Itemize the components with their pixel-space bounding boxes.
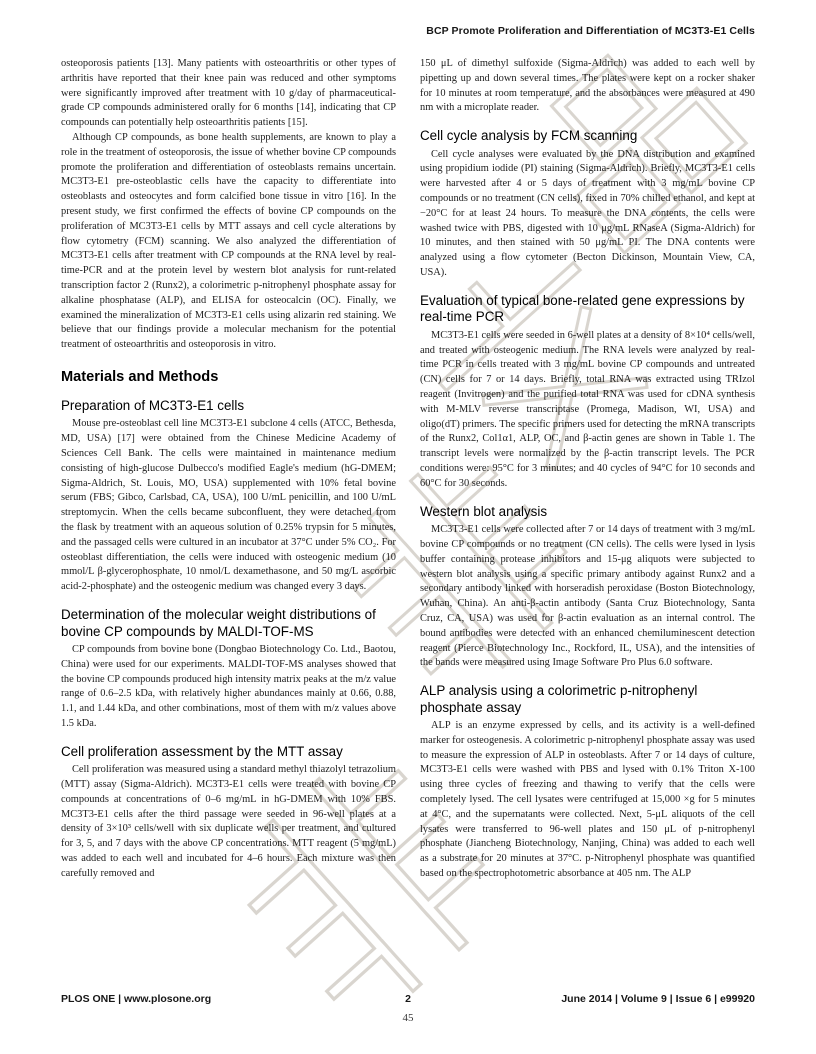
paragraph: Although CP compounds, as bone health supplements, are known to play a role in the treatment of osteoporosis, the issue of whether bovine CP compounds promote the proliferation and differentiation of osteoblasts remains uncertain. MC3T3-E1 pre-osteoblastic cells have the capacity to differentiate into osteoblasts and osteocytes and form calcified bone tissue in vitro [16]. In the present study, we first confirmed the effects of bovine CP compounds on the proliferation of MC3T3-E1 cells by MTT assays and cell cycle alterations by flow cytometry (FCM) scanning. We also analyzed the differentiation of MC3T3-E1 cells after treatment with CP compounds at the RNA level by real-time-PCR and at the protein level by western blot analysis for runt-related transcription factor 2 (Runx2), a colorimetric p-nitrophenyl phosphate assay for alkaline phosphatase (ALP), and ELISA for osteocalcin (OC). Finally, we examined the mineralization of MC3T3-E1 cells using alizarin red staining. We believe that our findings provide a molecular mechanism for the potential treatment of osteoarthritis and osteoporosis in vitro. xyxy=(61,131,396,351)
paragraph: MC3T3-E1 cells were seeded in 6-well plates at a density of 8×10⁴ cells/well, and treated with osteogenic medium. The RNA levels were analyzed by real-time PCR in cells treated with 3 mg/mL bovine CP compounds and untreated (CN) cells for 7 or 14 days. Briefly, total RNA was extracted using TRIzol reagent (Invitrogen) and the purified total RNA was used for cDNA synthesis with M-MLV reverse transcriptase (Promega, Madison, WI, USA) and oligo(dT) primers. The specific primers used for detecting the mRNA transcripts of the Runx2, Col1α1, ALP, OC, and β-actin genes are shown in Table 1. The transcript levels were normalized by the β-actin transcript levels. The PCR conditions were: 95°C for 3 minutes; and 40 cycles of 94°C for 10 seconds and 60°C for 30 seconds. xyxy=(420,329,755,489)
footer-page-number: 2 xyxy=(405,993,411,1005)
subsection-heading-cell-cycle: Cell cycle analysis by FCM scanning xyxy=(420,128,638,144)
subsection-heading-maldi: Determination of the molecular weight distributions of bovine CP compounds by MALDI-TOF-MS xyxy=(61,607,376,639)
footer-issue-info: June 2014 | Volume 9 | Issue 6 | e99920 xyxy=(561,993,755,1005)
paragraph: Cell proliferation was measured using a standard methyl thiazolyl tetrazolium (MTT) assay (Sigma-Aldrich). MC3T3-E1 cells were treated with bovine CP compounds at concentrations of 0–6 mg/mL in hG-DMEM with 10% FBS. MC3T3-E1 cells after the third passage were seeded in 96-well plates at a density of 3×10³ cells/well with six duplicate wells per treatment, and cultured for 3, 5, and 7 days with the above CP concentrations. MTT reagent (5 mg/mL) was added to each well and incubated for 4–6 hours. Each mixture was then carefully removed and xyxy=(61,764,396,879)
section-heading-materials-methods: Materials and Methods xyxy=(61,368,219,385)
subsection-heading-western-blot: Western blot analysis xyxy=(420,503,548,519)
subsection-heading-gene-expression: Evaluation of typical bone-related gene expressions by real-time PCR xyxy=(420,292,745,325)
paragraph: ALP is an enzyme expressed by cells, and its activity is a well-defined marker for osteogenesis. A colorimetric p-nitrophenyl phosphate assay was used to measure the expression of ALP in osteoblasts. After 7 or 14 days of culture, MC3T3-E1 cells were washed with PBS and lysed with 0.1% Triton X-100 using three cycles of freezing and thawing to verify that the cells were completely lysed. The cell lysates were centrifuged at 15,000 ×g for 5 minutes at 4°C, and the supernatants were collected. Next, 5-μL aliquots of the cell lysates were transferred to 96-well plates and 150 μL of p-nitrophenyl phosphate (Jiancheng Biotechnology, Nanjing, China) was added to each well as a substrate for 20 minutes at 37°C. p-Nitrophenyl phosphate was quantified based on the spectrophotometric absorbance at 405 nm. The ALP xyxy=(420,720,755,880)
paragraph-continued: 150 μL of dimethyl sulfoxide (Sigma-Aldrich) was added to each well by pipetting up and down several times. The plates were kept on a rocker shaker for 10 minutes at room temperature, and the absorbances were measured at 490 nm with a microplate reader. xyxy=(420,58,755,114)
paragraph: Mouse pre-osteoblast cell line MC3T3-E1 subclone 4 cells (ATCC, Bethesda, MD, USA) [17] were obtained from the Chinese Medicine Academy of Sciences Cell Bank. The cells were maintained in maintenance medium consisting of high-glucose Dulbecco's modified Eagle's medium (hG-DMEM; Sigma-Aldrich, St. Louis, MO, USA) supplemented with 10% fetal bovine serum (FBS; Gibco, Carlsbad, CA, USA), 100 U/mL penicillin, and 100 U/mL streptomycin. When the cells became subconfluent, they were detached from the flask by treatment with an aqueous solution of 0.25% trypsin for 5 minutes, and the passaged cells were cultured in an incubator at 37°C under 5% CO₂. For osteoblast differentiation, the cells were induced with osteogenic medium (10 mmol/L β-glycerophosphate, 10 nmol/L dexamethasone, and 50 mg/L ascorbic acid-2-phosphate) and the osteogenic medium was changed every 3 days. xyxy=(61,418,396,593)
footer-journal: PLOS ONE | www.plosone.org xyxy=(61,993,212,1005)
two-column-body xyxy=(61,57,755,990)
paragraph: CP compounds from bovine bone (Dongbao Biotechnology Co. Ltd., Baotou, China) were used for our experiments. MALDI-TOF-MS analyses showed that the bovine CP compounds produced high intensity matrix peaks at the m/z value range of 0.6–2.5 kDa, with relatively higher abundances mainly at 0.66, 0.88, 1.1, and 1.44 kDa, and other combinations, most of them with m/z values above 1.5 kDa. xyxy=(61,644,396,729)
running-head-title: BCP Promote Proliferation and Differentiation of MC3T3-E1 Cells xyxy=(426,25,755,37)
page-footer xyxy=(61,993,755,1005)
left-column xyxy=(61,57,396,990)
subsection-heading-preparation: Preparation of MC3T3-E1 cells xyxy=(61,397,245,413)
paragraph-continued: osteoporosis patients [13]. Many patients with osteoarthritis or other types of arthritis have reported that their knee pain was reduced and other symptoms were significantly improved after treatment with 10 g/day of pharmaceutical-grade CP compounds administered orally for 6 months [14], indicating that CP compounds can potentially help osteoarthritis patients [15]. xyxy=(61,58,396,129)
paragraph: MC3T3-E1 cells were collected after 7 or 14 days of treatment with 3 mg/mL bovine CP compounds or no treatment (CN cells). The cells were lysed in lysis buffer containing protease inhibitors and 15-μg aliquots were subjected to western blot analysis using a specific primary antibody against Runx2 and a secondary antibody linked with horseradish peroxidase (Boston Biotechnology, Wuhan, China). An anti-β-actin antibody (Santa Cruz Biotechnology, Santa Cruz, CA, USA) was used for β-actin evaluation as an internal control. The bound antibodies were detected with an enhanced chemiluminescent detection reagent (Pierce Biotechnology Inc., Rockford, IL, USA), and the intensities of the bands were measured using Image Software Pro Plus 6.0 software. xyxy=(420,524,755,669)
subsection-heading-mtt: Cell proliferation assessment by the MTT assay xyxy=(61,743,343,759)
compilation-page-number: 45 xyxy=(402,1012,414,1024)
paragraph: Cell cycle analyses were evaluated by the DNA distribution and examined using propidium iodide (PI) staining (Sigma-Aldrich). Briefly, MC3T3-E1 cells were harvested after 4 or 5 days of treatment with 3 mg/mL bovine CP compounds or no treatment (CN cells), fixed in 70% chilled ethanol, and kept at −20°C for at least 24 hours. To measure the DNA contents, the cells were washed twice with PBS, digested with 10 μg/mL RNaseA (Sigma-Aldrich) for 10 minutes, and then stained with 50 μg/mL PI. The DNA contents were analyzed using a flow cytometer (Becton Dickinson, Mountain View, CA, USA). xyxy=(420,148,755,279)
right-column xyxy=(420,57,755,990)
subsection-heading-alp-assay: ALP analysis using a colorimetric p-nitrophenyl phosphate assay xyxy=(420,683,698,715)
